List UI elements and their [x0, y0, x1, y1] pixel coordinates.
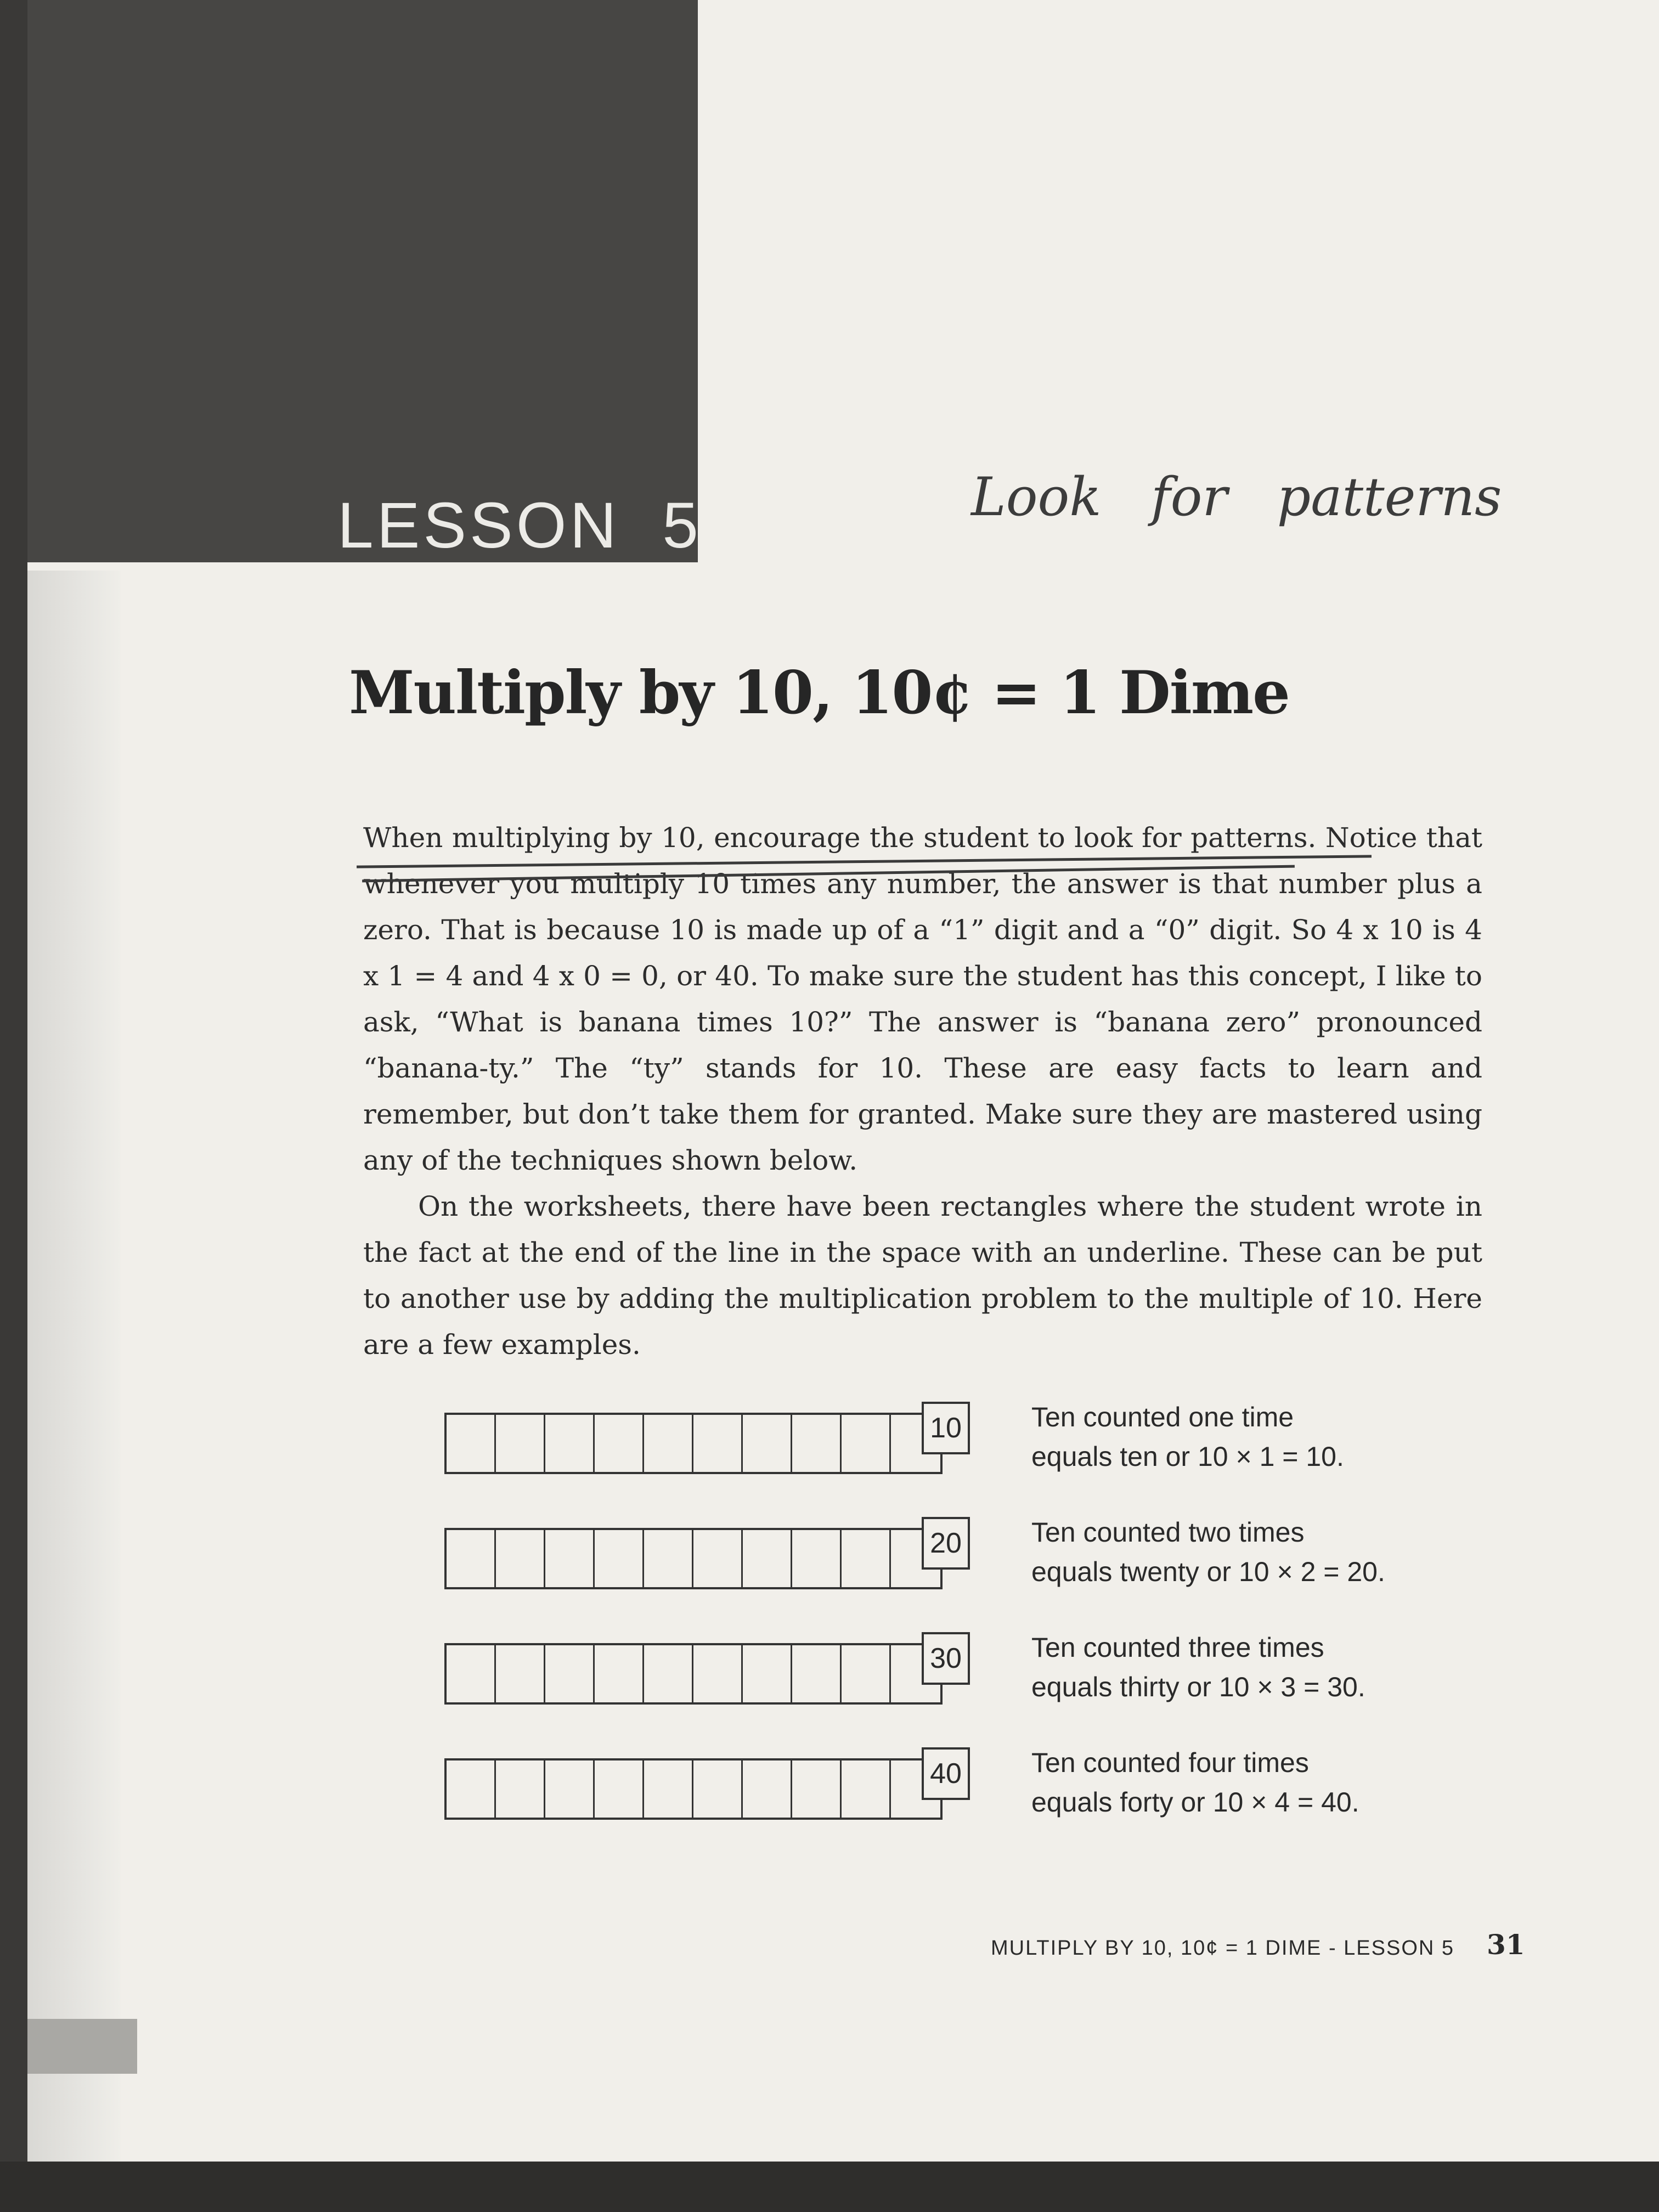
example-line-2: equals forty or 10 × 4 = 40. — [1031, 1787, 1359, 1818]
multiple-value-box: 10 — [922, 1402, 970, 1454]
table-surface — [0, 2162, 1659, 2212]
ten-frame-strip — [444, 1528, 943, 1589]
example-line-1: Ten counted three times — [1031, 1632, 1324, 1663]
example-line-2: equals ten or 10 × 1 = 10. — [1031, 1441, 1344, 1472]
multiple-value-box: 40 — [922, 1747, 970, 1800]
example-row — [444, 1747, 1432, 1824]
example-line-1: Ten counted one time — [1031, 1402, 1294, 1432]
example-row — [444, 1632, 1432, 1709]
handwritten-note: Look for patterns — [971, 466, 1502, 528]
multiple-value-box: 20 — [922, 1517, 970, 1570]
example-description — [1031, 1513, 1385, 1592]
example-description — [1031, 1628, 1365, 1707]
running-footer: MULTIPLY BY 10, 10¢ = 1 DIME - LESSON 5 — [991, 1937, 1455, 1960]
book-page — [27, 0, 1659, 2172]
example-line-1: Ten counted four times — [1031, 1747, 1309, 1778]
example-row — [444, 1402, 1432, 1479]
ten-frame-strip — [444, 1758, 943, 1820]
example-description — [1031, 1397, 1344, 1476]
example-line-2: equals thirty or 10 × 3 = 30. — [1031, 1672, 1365, 1702]
example-description — [1031, 1743, 1359, 1822]
multiple-value-box: 30 — [922, 1632, 970, 1685]
ten-frame-strip — [444, 1643, 943, 1705]
example-line-1: Ten counted two times — [1031, 1517, 1305, 1548]
ten-frame-strip — [444, 1413, 943, 1474]
page-number: 31 — [1487, 1928, 1525, 1961]
lesson-header-block — [27, 0, 702, 562]
page-gutter-edge — [27, 571, 121, 2172]
example-line-2: equals twenty or 10 × 2 = 20. — [1031, 1556, 1385, 1587]
lesson-label: LESSON 5 — [337, 489, 702, 562]
body-text — [363, 815, 1482, 1368]
body-paragraph-2: On the worksheets, there have been rectangles where the student wrote in the fact at the end of the line in the space with an underline. These can be put to another use by adding the multiplication problem to the multiple of 10. Here are a few examples. — [363, 1190, 1482, 1361]
body-paragraph-1: When multiplying by 10, encourage the student to look for patterns. Notice that whenever you multiply 10 times any number, the answer is that number plus a zero. That is because 10 is made up of a “1” digit and a “0” digit. So 4 x 10 is 4 x 1 = 4 and 4 x 0 = 0, or 40. To make sure the student has this concept, I like to ask, “What is banana times 10?” The answer is “banana zero” pronounced “banana-ty.” The “ty” stands for 10. These are easy facts to learn and remember, but don’t take them for granted. Make sure they are mastered using any of the techniques shown below. — [363, 822, 1482, 1176]
page-edge-tab — [27, 2019, 137, 2074]
example-row — [444, 1517, 1432, 1594]
page-title: Multiply by 10, 10¢ = 1 Dime — [349, 658, 1289, 727]
